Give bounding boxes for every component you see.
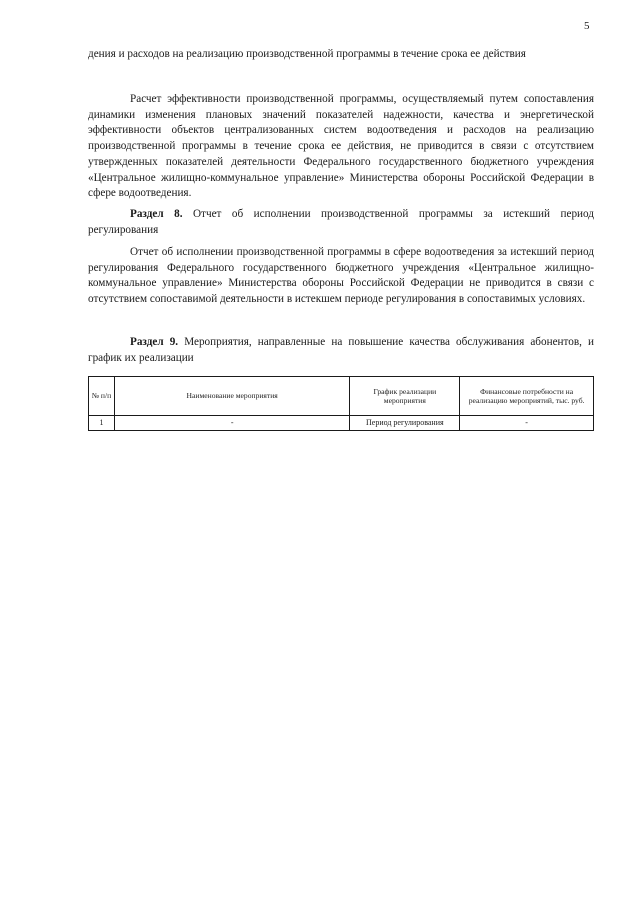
page-number: 5 (584, 20, 590, 32)
cell-name: - (114, 416, 349, 431)
header-schedule: График реализации мероприятия (350, 377, 460, 416)
section8-body: Отчет об исполнении производственной программы в сфере водоотведения за истекший период регулирования Федерального государственного бюджетного учреждения «Центральное жилищно-коммунальное управление» Министерства обороны Российской Федерации не приводится в связи с отсутствием сопоставимой деятельности в истекшем периоде регулирования в сопоставимых условиях. (88, 246, 594, 306)
section9-heading (88, 335, 594, 366)
efficiency-paragraph: Расчет эффективности производственной программы, осуществляемый путем сопоставления динамики изменения плановых значений показателей надежности, качества и энергетической эффективности объектов централизованных систем водоотведения и расходов на реализацию производственной программы в течение срока ее действия, не приводится в связи с отсутствием утвержденных показателей деятельности Федерального государственного бюджетного учреждения «Центральное жилищно-коммунальное управление» Министерства обороны Российской Федерации в сфере водоотведения. (88, 93, 594, 200)
section8-label: Раздел 8. (130, 208, 183, 220)
section8-title: Отчет об исполнении производственной программы за истекший период регулирования (88, 208, 595, 236)
table-header-row (89, 377, 594, 416)
cell-finance: - (460, 416, 594, 431)
cell-schedule: Период регулирования (350, 416, 460, 431)
section9-label: Раздел 9. (130, 336, 179, 348)
cell-num: 1 (89, 416, 115, 431)
events-table (88, 376, 594, 431)
table-row (89, 416, 594, 431)
header-name: Наименование мероприятия (114, 377, 349, 416)
section9-title: Мероприятия, направленные на повышение качества обслуживания абонентов, и график их реализации (88, 336, 595, 364)
intro-continuation: дения и расходов на реализацию производственной программы в течение срока ее действия (88, 48, 526, 60)
header-num: № п/п (89, 377, 115, 416)
section8-heading (88, 207, 594, 238)
header-finance: Финансовые потребности на реализацию мероприятий, тыс. руб. (460, 377, 594, 416)
